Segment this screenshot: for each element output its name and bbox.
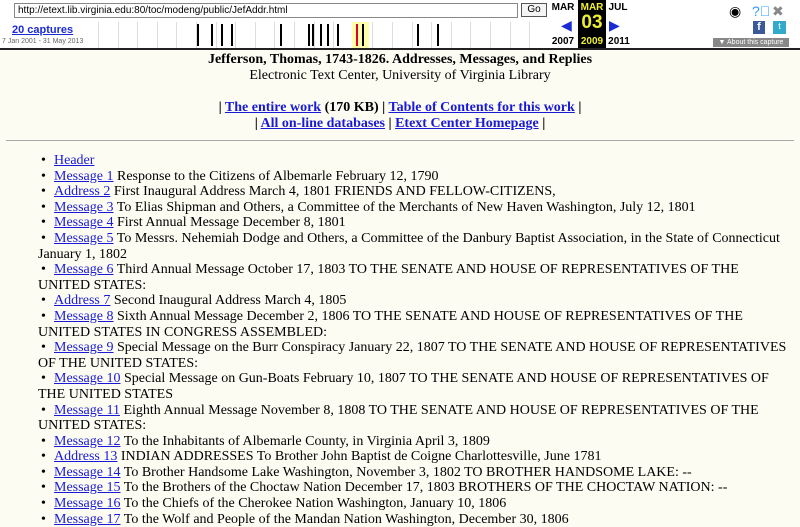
capture-bar[interactable] xyxy=(280,24,282,46)
prev-arrow-icon[interactable]: ◀ xyxy=(561,17,572,33)
capture-bar[interactable] xyxy=(362,24,364,46)
item-description: To Messrs. Nehemiah Dodge and Others, a Committee of the Danbury Baptist Association, in the State of Connecticut January 1, 1802 xyxy=(38,230,780,262)
item-link[interactable]: Message 15 xyxy=(54,480,121,496)
item-description: To Brother Handsome Lake Washington, November 3, 1802 TO BROTHER HANDSOME LAKE: -- xyxy=(123,464,692,480)
capture-bar[interactable] xyxy=(327,24,329,46)
item-description: Sixth Annual Message December 2, 1806 TO THE SENATE AND HOUSE OF REPRESENTATIVES OF THE UNITED STATES IN CONGRESS ASSEMBLED: xyxy=(38,308,743,340)
item-link[interactable]: Message 12 xyxy=(54,433,121,449)
capture-histogram[interactable] xyxy=(98,22,548,48)
histogram-year[interactable] xyxy=(392,22,393,48)
close-icon[interactable]: ✖ xyxy=(772,3,784,19)
item-link[interactable]: Message 16 xyxy=(54,496,121,512)
captures-link[interactable]: 20 captures xyxy=(12,24,74,36)
size-label: (170 KB) xyxy=(324,100,379,115)
capture-bar[interactable] xyxy=(211,24,213,46)
histogram-year[interactable] xyxy=(255,22,256,48)
list-item xyxy=(38,371,790,402)
item-description: To the Inhabitants of Albemarle County, in Virginia April 3, 1809 xyxy=(123,433,490,449)
histogram-year[interactable] xyxy=(157,22,158,48)
list-item xyxy=(38,340,790,371)
current-capture xyxy=(578,0,606,48)
item-link[interactable]: Message 1 xyxy=(54,168,114,184)
item-description: To the Brothers of the Choctaw Nation December 17, 1803 BROTHERS OF THE CHOCTAW NATION: -- xyxy=(123,480,728,496)
capture-range: 7 Jan 2001 - 31 May 2013 xyxy=(2,38,84,45)
histogram-year[interactable] xyxy=(372,22,373,48)
page-subtitle: Electronic Text Center, University of Virginia Library xyxy=(249,68,551,83)
item-link[interactable]: Header xyxy=(54,153,95,168)
url-input[interactable]: http://etext.lib.virginia.edu:80/toc/modeng/public/JefAddr.html xyxy=(14,3,518,18)
capture-bar[interactable] xyxy=(308,24,310,46)
histogram-year[interactable] xyxy=(490,22,491,48)
list-item xyxy=(38,309,790,340)
page-header: Jefferson, Thomas, 1743-1826. Addresses, Messages, and Replies Electronic Text Center, University of Virginia Library | The entire work (170 KB) | Table of Contents for this work | | All on-line databases | Etext Center Homepage | xyxy=(0,52,800,132)
capture-bar[interactable] xyxy=(221,24,223,46)
current-year: 2009 xyxy=(580,36,604,47)
histogram-year[interactable] xyxy=(431,22,432,48)
list-item xyxy=(38,153,790,169)
current-month: MAR xyxy=(580,2,604,13)
list-item xyxy=(38,403,790,434)
list-item xyxy=(38,200,790,216)
item-description: Special Message on Gun-Boats February 10, 1807 TO THE SENATE AND HOUSE OF REPRESENTATIVES OF THE UNITED STATES xyxy=(38,371,769,402)
item-description: INDIAN ADDRESSES To Brother John Baptist de Coigne Charlottesville, June 1781 xyxy=(120,449,602,465)
item-description: Eighth Annual Message November 8, 1808 TO THE SENATE AND HOUSE OF REPRESENTATIVES OF THE UNITED STATES: xyxy=(38,402,759,434)
page-title: Jefferson, Thomas, 1743-1826. Addresses, Messages, and Replies xyxy=(207,52,593,67)
item-link[interactable]: Message 5 xyxy=(54,230,114,246)
histogram-year[interactable] xyxy=(274,22,275,48)
databases-link[interactable]: All on-line databases xyxy=(260,116,385,131)
item-link[interactable]: Address 2 xyxy=(54,184,111,200)
capture-bar[interactable] xyxy=(312,24,314,46)
histogram-year[interactable] xyxy=(176,22,177,48)
list-item xyxy=(38,449,790,465)
capture-bar[interactable] xyxy=(356,24,358,46)
list-item xyxy=(38,215,790,231)
histogram-year[interactable] xyxy=(470,22,471,48)
histogram-year[interactable] xyxy=(118,22,119,48)
item-link[interactable]: Message 4 xyxy=(54,215,114,231)
histogram-year[interactable] xyxy=(412,22,413,48)
capture-bar[interactable] xyxy=(417,24,419,46)
list-item xyxy=(38,496,790,512)
capture-bar[interactable] xyxy=(337,24,339,46)
next-year: 2011 xyxy=(608,36,630,47)
list-item xyxy=(38,262,790,293)
divider xyxy=(6,140,794,141)
item-link[interactable]: Message 9 xyxy=(54,340,114,356)
item-description: Second Inaugural Address March 4, 1805 xyxy=(113,293,347,309)
capture-bar[interactable] xyxy=(197,24,199,46)
item-link[interactable]: Message 14 xyxy=(54,464,121,480)
list-item xyxy=(38,480,790,496)
go-button[interactable]: Go xyxy=(521,3,547,17)
prev-month[interactable]: MAR xyxy=(551,2,575,13)
item-description: To the Wolf and People of the Mandan Nation Washington, December 30, 1806 xyxy=(123,511,569,527)
capture-bar[interactable] xyxy=(437,24,439,46)
entire-work-link[interactable]: The entire work xyxy=(224,100,322,115)
item-link[interactable]: Address 13 xyxy=(54,449,118,465)
histogram-year[interactable] xyxy=(137,22,138,48)
user-icon[interactable]: ◉ xyxy=(729,3,742,19)
item-description: To the Chiefs of the Cherokee Nation Washington, January 10, 1806 xyxy=(123,496,507,512)
twitter-icon[interactable]: t xyxy=(773,21,786,34)
about-capture-button[interactable]: ▼ About this capture xyxy=(713,38,789,47)
current-year-highlight xyxy=(352,22,369,48)
item-link[interactable]: Address 7 xyxy=(54,293,111,309)
homepage-link[interactable]: Etext Center Homepage xyxy=(395,116,539,131)
histogram-year[interactable] xyxy=(451,22,452,48)
histogram-year[interactable] xyxy=(98,22,99,48)
histogram-year[interactable] xyxy=(510,22,511,48)
item-description: To Elias Shipman and Others, a Committee of the Merchants of New Haven Washington, July 12, 1801 xyxy=(116,199,696,215)
list-item xyxy=(38,184,790,200)
item-link[interactable]: Message 10 xyxy=(54,371,121,387)
histogram-year[interactable] xyxy=(294,22,295,48)
toc-link[interactable]: Table of Contents for this work xyxy=(388,100,575,115)
item-description: Third Annual Message October 17, 1803 TO THE SENATE AND HOUSE OF REPRESENTATIVES OF THE UNITED STATES: xyxy=(38,262,739,293)
list-item xyxy=(38,293,790,309)
item-link[interactable]: Message 6 xyxy=(54,262,114,278)
item-description: Response to the Citizens of Albemarle February 12, 1790 xyxy=(117,168,439,184)
list-item xyxy=(38,512,790,527)
current-day: 03 xyxy=(581,12,603,33)
histogram-year[interactable] xyxy=(529,22,530,48)
help-icon[interactable]: ?⃝ xyxy=(752,3,771,19)
prev-year: 2007 xyxy=(551,36,575,47)
item-link[interactable]: Message 11 xyxy=(54,402,120,418)
item-description: First Annual Message December 8, 1801 xyxy=(117,215,346,231)
next-month[interactable]: JUL xyxy=(608,2,628,13)
histogram-year[interactable] xyxy=(333,22,334,48)
facebook-icon[interactable]: f xyxy=(753,21,765,34)
capture-bar[interactable] xyxy=(320,24,322,46)
histogram-year[interactable] xyxy=(216,22,217,48)
contents-list xyxy=(0,153,790,527)
item-link[interactable]: Message 8 xyxy=(54,308,114,324)
list-item xyxy=(38,231,790,262)
item-link[interactable]: Message 17 xyxy=(54,511,121,527)
item-description: Special Message on the Burr Conspiracy January 22, 1807 TO THE SENATE AND HOUSE OF REPRESENTATIVES OF THE UNITED STATES: xyxy=(38,340,787,371)
list-item xyxy=(38,169,790,185)
capture-bar[interactable] xyxy=(231,24,233,46)
next-arrow-icon[interactable]: ▶ xyxy=(609,17,620,33)
item-description: First Inaugural Address March 4, 1801 FRIENDS AND FELLOW-CITIZENS, xyxy=(113,184,556,200)
wayback-toolbar xyxy=(0,0,800,50)
item-link[interactable]: Message 3 xyxy=(54,199,114,215)
histogram-year[interactable] xyxy=(235,22,236,48)
list-item xyxy=(38,434,790,450)
list-item xyxy=(38,465,790,481)
